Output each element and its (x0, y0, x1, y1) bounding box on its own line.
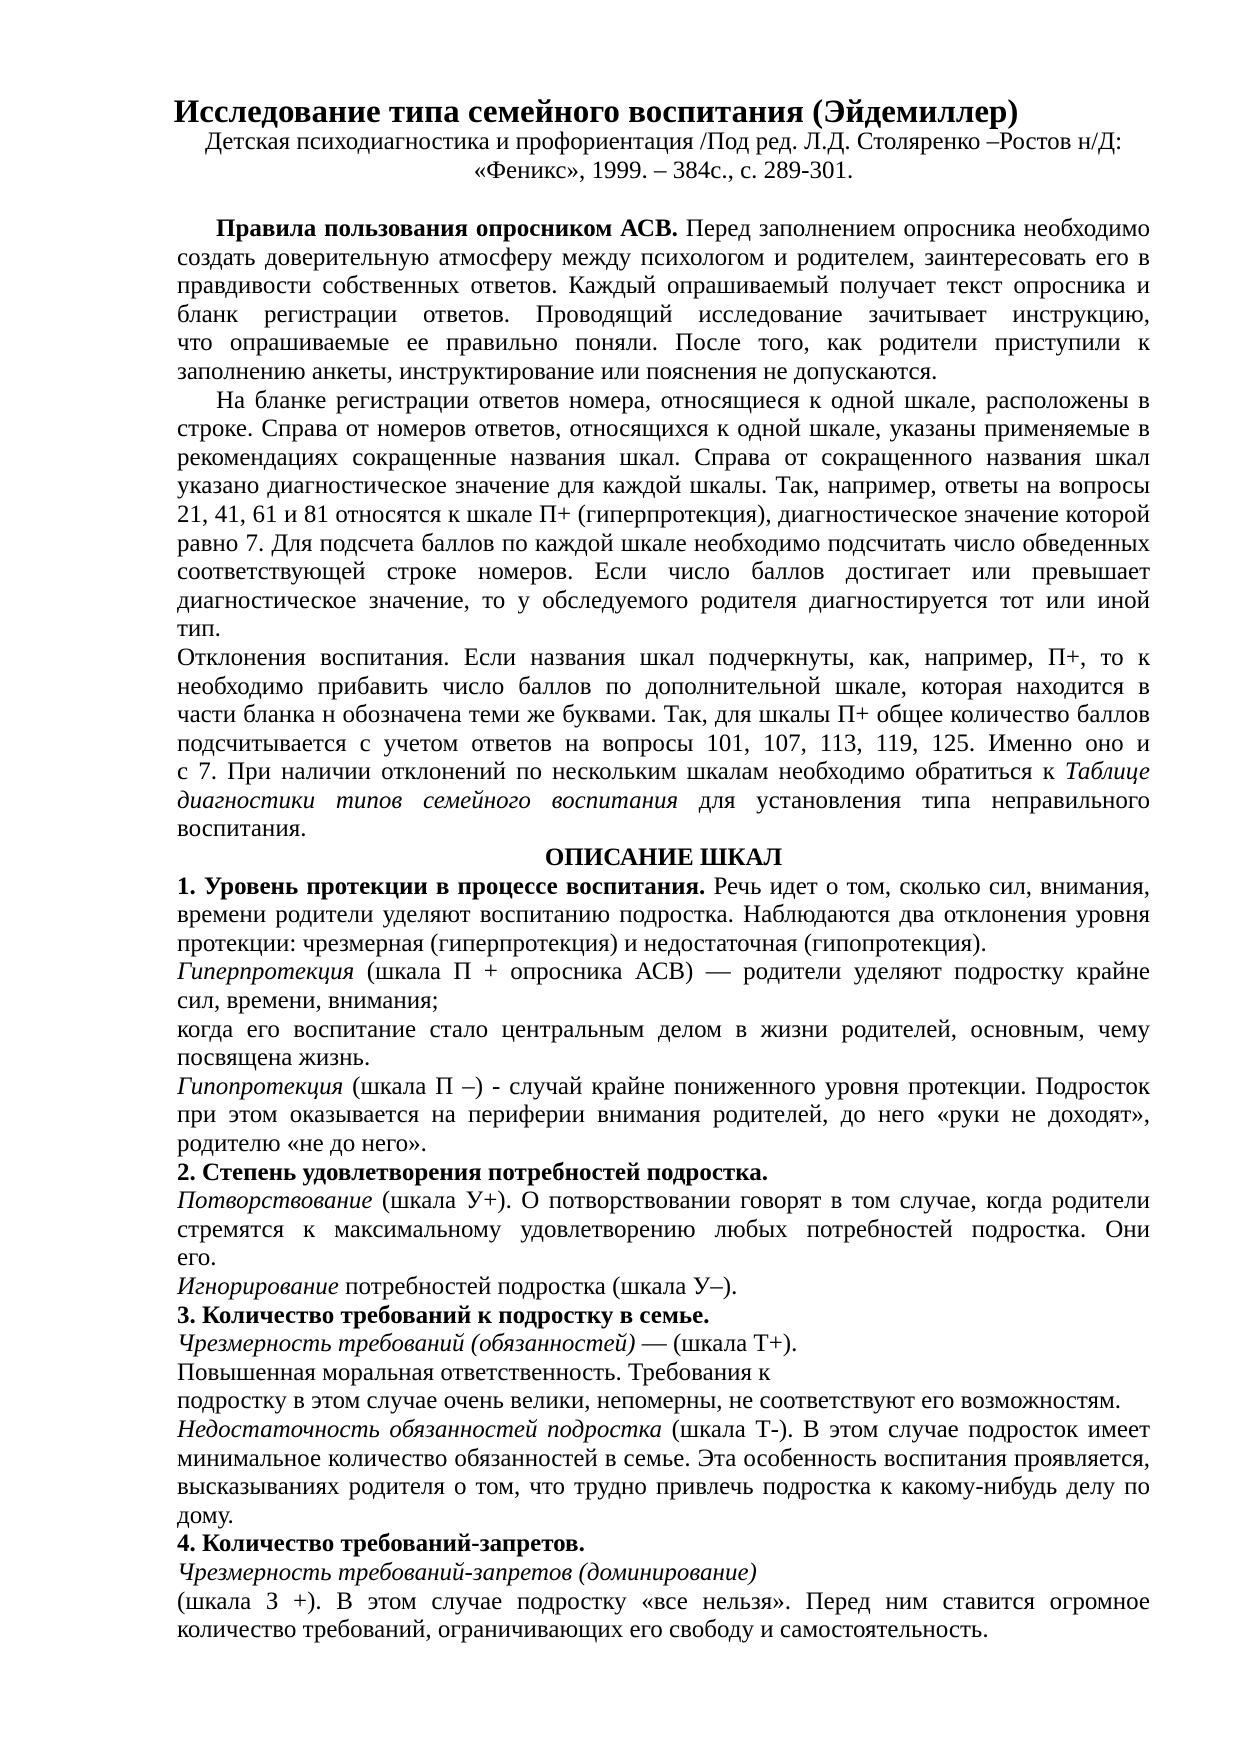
bold-text: Правила пользования опросником АСВ. (216, 215, 678, 242)
citation-line: Детская психодиагностика и профориентация /Под ред. Л.Д. Столяренко –Ростов н/Д: (204, 128, 1123, 155)
text-segment: для установления типа неправильного (698, 786, 1150, 814)
text-segment: Речь идет о том, сколько сил, внимания, (705, 872, 1150, 900)
text-line (177, 615, 1150, 644)
italic-text: Таблице (1064, 758, 1150, 786)
text-line (177, 1530, 1150, 1559)
text-line (177, 1216, 1150, 1245)
text-segment: что опрашиваемые ее правильно поняли. После того, как родители приступили к (177, 329, 1150, 357)
document-title-text: Исследование типа семейного воспитания (Эйдемиллер) (173, 94, 1019, 130)
text-segment: когда его воспитание стало центральным делом в жизни родителей, основным, чему (177, 1015, 1150, 1043)
text-line (177, 730, 1150, 759)
text-segment: с 7. При наличии отклонений по нескольким шкалам необходимо обратиться к (177, 758, 1065, 786)
text-line (177, 1359, 1150, 1388)
text-line (177, 673, 1150, 702)
text-line (177, 587, 1150, 616)
bold-text: ОПИСАНИЕ ШКАЛ (544, 844, 783, 872)
text-segment: (шкала П + опросника АСВ) — родители уделяют подростку крайне (366, 958, 1150, 986)
text-segment: равно 7. Для подсчета баллов по каждой шкале необходимо подсчитать число обведенных (177, 529, 1150, 557)
text-segment: диагностическое значение, то у обследуемого родителя диагностируется тот или иной (177, 586, 1150, 614)
text-segment: подсчитывается с учетом ответов на вопросы 101, 107, 113, 119, 125. Именно оно и (177, 729, 1150, 757)
text-segment: На бланке регистрации ответов номера, относящиеся к одной шкале, расположены в (216, 386, 1150, 414)
text-line (177, 815, 1150, 844)
text-segment: воспитания. (177, 815, 307, 843)
italic-text: Игнорирование (177, 1272, 339, 1300)
text-line (177, 1044, 1150, 1073)
text-line (177, 1559, 1150, 1588)
text-segment: необходимо прибавить число баллов по дополнительной шкале, которая находится в (177, 672, 1150, 700)
text-segment: времени родители уделяют воспитанию подростка. Наблюдаются два отклонения уровня (177, 901, 1150, 929)
text-segment: протекции: чрезмерная (гиперпротекция) и недостаточная (гипопротекция). (177, 929, 987, 957)
text-segment: соответствующей строке номеров. Если число баллов достигает или превышает (177, 558, 1150, 586)
text-line (177, 1130, 1150, 1159)
text-segment: его. (177, 1244, 217, 1272)
document-body (177, 215, 1150, 1645)
text-segment: Повышенная моральная ответственность. Требования к (177, 1358, 771, 1386)
source-citation (177, 128, 1150, 185)
text-segment: рекомендациях сокращенные названия шкал. Справа от сокращенного названия шкал (177, 443, 1150, 471)
text-segment: Отклонения воспитания. Если названия шкал подчеркнуты, как, например, П+, то к (177, 643, 1150, 671)
text-line (177, 1302, 1150, 1331)
text-line (177, 358, 1150, 387)
text-segment: минимальное количество обязанностей в семье. Эта особенность воспитания проявляется, (177, 1444, 1150, 1472)
text-segment: бланк регистрации ответов. Проводящий исследование зачитывает инструкцию, (177, 300, 1150, 328)
text-segment: (шкала Т-). В этом случае подросток имеет (662, 1415, 1150, 1443)
text-line (177, 644, 1150, 673)
text-segment: посвящена жизнь. (177, 1044, 371, 1072)
text-segment: Перед заполнением опросника необходимо (677, 215, 1150, 242)
text-line (177, 301, 1150, 330)
text-segment: родителю «не до него». (177, 1130, 427, 1157)
bold-text: 3. Количество требований к подростку в семье. (177, 1301, 710, 1329)
text-line (177, 1159, 1150, 1188)
text-line (177, 1273, 1150, 1302)
text-line (177, 558, 1150, 587)
text-line (177, 530, 1150, 559)
text-line (177, 958, 1150, 987)
text-segment: заполнению анкеты, инструктирование или пояснения не допускаются. (177, 357, 938, 385)
italic-text: Потворствование (177, 1187, 373, 1215)
text-segment: указано диагностическое значение для каждой шкалы. Так, например, ответы на вопросы (177, 472, 1150, 500)
bold-text: 2. Степень удовлетворения потребностей подростка. (177, 1158, 768, 1186)
text-line (177, 1244, 1150, 1273)
text-segment: при этом оказывается на периферии внимания родителей, до него «руки не доходят», (177, 1101, 1150, 1129)
text-segment: (шкала З +). В этом случае подростку «все нельзя». Перед ним ставится огромное (177, 1587, 1150, 1615)
text-line (177, 1073, 1150, 1102)
text-line (177, 387, 1150, 416)
text-line (177, 329, 1150, 358)
text-line (177, 415, 1150, 444)
bold-text: 1. Уровень протекции в процессе воспитания. (177, 872, 706, 900)
text-line (177, 1616, 1150, 1645)
text-segment: стремятся к максимальному удовлетворению любых потребностей подростка. Они (177, 1215, 1150, 1243)
italic-text: Гиперпротекция (177, 958, 355, 986)
text-segment: высказываниях родителя о том, что трудно привлечь подростка к какому-нибудь делу по (177, 1473, 1150, 1501)
text-line (177, 1016, 1150, 1045)
text-line (177, 701, 1150, 730)
text-line (177, 873, 1150, 902)
citation-line: «Феникс», 1999. – 384с., с. 289-301. (473, 156, 854, 184)
text-segment: создать доверительную атмосферу между психологом и родителем, заинтересовать его в (177, 243, 1150, 271)
text-line (177, 444, 1150, 473)
text-line (177, 1387, 1150, 1416)
text-segment: дому. (177, 1501, 234, 1529)
text-segment: тип. (177, 615, 221, 643)
text-line (177, 1445, 1150, 1474)
text-line (177, 1473, 1150, 1502)
text-segment: части бланка н обозначена теми же буквами. Так, для шкалы П+ общее количество баллов (177, 701, 1150, 729)
bold-text: 4. Количество требований-запретов. (177, 1530, 585, 1558)
text-line (177, 758, 1150, 787)
text-line (177, 272, 1150, 301)
text-segment: количество требований, ограничивающих его свободу и самостоятельность. (177, 1616, 989, 1644)
text-segment: подростку в этом случае очень велики, непомерны, не соответствуют его возможностям. (177, 1387, 1122, 1415)
text-line (177, 930, 1150, 959)
text-segment: сил, времени, внимания; (177, 987, 439, 1015)
text-line (177, 787, 1150, 816)
text-line (177, 1502, 1150, 1531)
italic-text: Недостаточность обязанностей подростка (177, 1415, 663, 1443)
text-segment: (шкала У+). О потворствовании говорят в том случае, когда родители (372, 1187, 1150, 1215)
italic-text: Чрезмерность требований (обязанностей) (177, 1330, 636, 1358)
text-line (177, 215, 1150, 244)
text-segment: потребностей подростка (шкала У–). (338, 1272, 738, 1300)
text-segment: правдивости собственных ответов. Каждый опрашиваемый получает текст опросника и (177, 272, 1150, 300)
text-line (177, 472, 1150, 501)
text-line (177, 901, 1150, 930)
text-line (177, 987, 1150, 1016)
text-segment: строке. Справа от номеров ответов, относящихся к одной шкале, указаны применяемые в (177, 415, 1150, 443)
text-line (177, 1588, 1150, 1617)
section-heading (177, 844, 1150, 873)
text-line (177, 1330, 1150, 1359)
text-segment: 21, 41, 61 и 81 относятся к шкале П+ (гиперпротекция), диагностическое значение которой (177, 500, 1150, 528)
text-line (177, 244, 1150, 273)
text-line (177, 1187, 1150, 1216)
text-line (177, 1416, 1150, 1445)
italic-text: диагностики типов семейного воспитания (177, 786, 679, 814)
text-line (177, 501, 1150, 530)
text-segment: (шкала П –) - случай крайне пониженного уровня протекции. Подросток (343, 1072, 1150, 1100)
italic-text: Чрезмерность требований-запретов (доминирование) (177, 1558, 757, 1586)
text-line (177, 1101, 1150, 1130)
text-segment: — (шкала Т+). (635, 1330, 798, 1358)
italic-text: Гипопротекция (177, 1072, 344, 1100)
